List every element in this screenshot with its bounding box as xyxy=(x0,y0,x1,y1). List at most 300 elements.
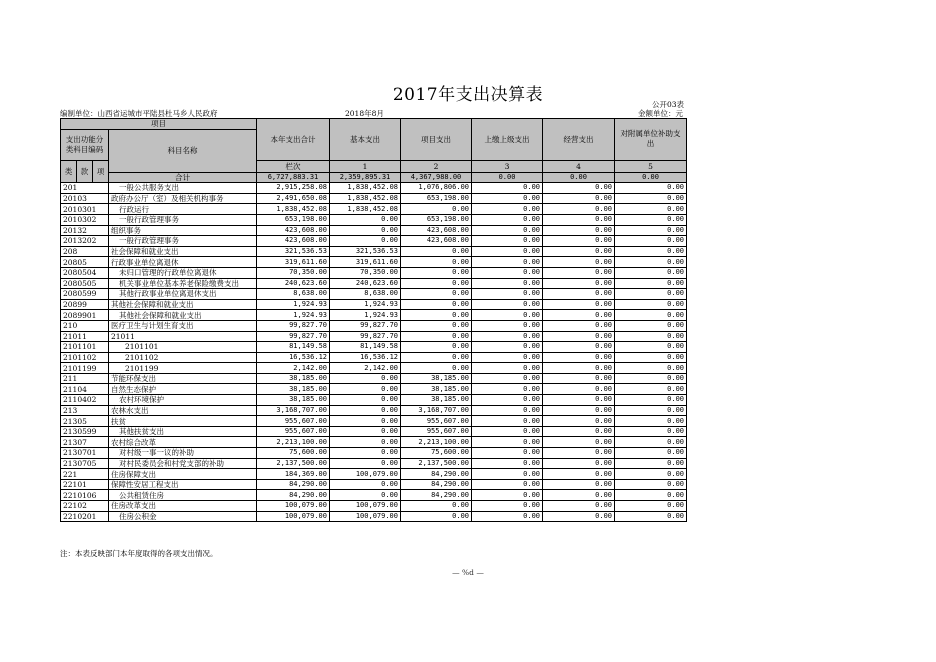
row-basic: 2,142.00 xyxy=(330,363,401,374)
row-basic: 100,079.00 xyxy=(330,501,401,512)
row-subject-name: 机关事业单位基本养老保险缴费支出 xyxy=(109,278,257,289)
row-subject-name: 农林水支出 xyxy=(109,405,257,416)
row-project: 0.00 xyxy=(401,363,472,374)
header-business: 经营支出 xyxy=(543,119,615,161)
row-business: 0.00 xyxy=(543,501,615,512)
row-code: 2210201 xyxy=(61,511,109,522)
row-business: 0.00 xyxy=(543,416,615,427)
col-index-3: 3 xyxy=(472,160,543,172)
row-code: 2130701 xyxy=(61,448,109,459)
table-row xyxy=(61,395,687,406)
report-title: 2017年支出决算表 xyxy=(392,85,544,105)
table-row xyxy=(61,501,687,512)
row-subsidy: 0.00 xyxy=(615,458,687,469)
row-basic: 0.00 xyxy=(330,458,401,469)
row-code: 2080505 xyxy=(61,278,109,289)
header-basic: 基本支出 xyxy=(330,119,401,161)
row-subsidy: 0.00 xyxy=(615,501,687,512)
table-row xyxy=(61,384,687,395)
table-row xyxy=(61,373,687,384)
row-pay-upper: 0.00 xyxy=(472,289,543,300)
table-row xyxy=(61,204,687,215)
row-code: 20103 xyxy=(61,193,109,204)
table-row xyxy=(61,352,687,363)
row-project: 0.00 xyxy=(401,310,472,321)
row-total: 16,536.12 xyxy=(257,352,330,363)
row-pay-upper: 0.00 xyxy=(472,501,543,512)
row-subsidy: 0.00 xyxy=(615,363,687,374)
row-subsidy: 0.00 xyxy=(615,193,687,204)
row-basic: 0.00 xyxy=(330,437,401,448)
row-basic: 99,827.70 xyxy=(330,320,401,331)
row-pay-upper: 0.00 xyxy=(472,193,543,204)
table-row xyxy=(61,183,687,194)
header-column-index: 栏次 xyxy=(257,160,330,172)
row-total: 100,079.00 xyxy=(257,511,330,522)
row-pay-upper: 0.00 xyxy=(472,458,543,469)
row-subsidy: 0.00 xyxy=(615,257,687,268)
row-pay-upper: 0.00 xyxy=(472,437,543,448)
row-total: 2,491,650.08 xyxy=(257,193,330,204)
table-row xyxy=(61,511,687,522)
row-basic: 0.00 xyxy=(330,395,401,406)
row-subsidy: 0.00 xyxy=(615,426,687,437)
table-row xyxy=(61,458,687,469)
row-project: 423,608.00 xyxy=(401,236,472,247)
row-subsidy: 0.00 xyxy=(615,416,687,427)
row-subsidy: 0.00 xyxy=(615,183,687,194)
row-total: 38,185.00 xyxy=(257,373,330,384)
row-project: 84,290.00 xyxy=(401,490,472,501)
row-code: 2101199 xyxy=(61,363,109,374)
row-project: 955,607.00 xyxy=(401,426,472,437)
row-business: 0.00 xyxy=(543,246,615,257)
row-total: 653,198.00 xyxy=(257,214,330,225)
row-project: 2,137,500.00 xyxy=(401,458,472,469)
row-pay-upper: 0.00 xyxy=(472,299,543,310)
row-pay-upper: 0.00 xyxy=(472,479,543,490)
row-code: 211 xyxy=(61,373,109,384)
row-subject-name: 住房公积金 xyxy=(109,511,257,522)
row-code: 2110402 xyxy=(61,395,109,406)
row-business: 0.00 xyxy=(543,289,615,300)
row-pay-upper: 0.00 xyxy=(472,511,543,522)
row-subject-name: 对村民委员会和村党支部的补助 xyxy=(109,458,257,469)
sum-subsidy: 0.00 xyxy=(615,172,687,183)
row-code: 21307 xyxy=(61,437,109,448)
row-subject-name: 住房改革支出 xyxy=(109,501,257,512)
row-code: 22102 xyxy=(61,501,109,512)
row-total: 8,638.00 xyxy=(257,289,330,300)
header-item: 项目 xyxy=(61,119,257,130)
row-business: 0.00 xyxy=(543,469,615,480)
row-business: 0.00 xyxy=(543,405,615,416)
row-subject-name: 自然生态保护 xyxy=(109,384,257,395)
row-basic: 0.00 xyxy=(330,384,401,395)
row-basic: 1,924.93 xyxy=(330,299,401,310)
row-basic: 81,149.58 xyxy=(330,342,401,353)
row-pay-upper: 0.00 xyxy=(472,310,543,321)
row-business: 0.00 xyxy=(543,214,615,225)
row-total: 955,607.00 xyxy=(257,426,330,437)
row-basic: 16,536.12 xyxy=(330,352,401,363)
row-pay-upper: 0.00 xyxy=(472,395,543,406)
row-business: 0.00 xyxy=(543,458,615,469)
row-project: 0.00 xyxy=(401,320,472,331)
row-total: 321,536.53 xyxy=(257,246,330,257)
row-subject-name: 行政事业单位离退休 xyxy=(109,257,257,268)
row-total: 70,350.00 xyxy=(257,267,330,278)
row-subsidy: 0.00 xyxy=(615,289,687,300)
row-subject-name: 农村环境保护 xyxy=(109,395,257,406)
row-code: 2013202 xyxy=(61,236,109,247)
col-index-1: 1 xyxy=(330,160,401,172)
row-total: 184,369.00 xyxy=(257,469,330,480)
row-business: 0.00 xyxy=(543,384,615,395)
row-total: 3,168,707.00 xyxy=(257,405,330,416)
row-pay-upper: 0.00 xyxy=(472,405,543,416)
table-row xyxy=(61,469,687,480)
row-subsidy: 0.00 xyxy=(615,320,687,331)
row-basic: 0.00 xyxy=(330,405,401,416)
row-basic: 319,611.60 xyxy=(330,257,401,268)
row-project: 0.00 xyxy=(401,299,472,310)
row-total: 1,924.93 xyxy=(257,299,330,310)
row-code: 20805 xyxy=(61,257,109,268)
row-pay-upper: 0.00 xyxy=(472,204,543,215)
row-subject-name: 2101101 xyxy=(109,342,257,353)
row-code: 2010301 xyxy=(61,204,109,215)
row-subject-name: 一般行政管理事务 xyxy=(109,214,257,225)
row-subject-name: 公共租赁住房 xyxy=(109,490,257,501)
row-project: 423,608.00 xyxy=(401,225,472,236)
row-subject-name: 其他扶贫支出 xyxy=(109,426,257,437)
table-row xyxy=(61,289,687,300)
row-business: 0.00 xyxy=(543,225,615,236)
row-basic: 1,838,452.08 xyxy=(330,193,401,204)
row-subsidy: 0.00 xyxy=(615,299,687,310)
row-code: 2101101 xyxy=(61,342,109,353)
row-basic: 0.00 xyxy=(330,479,401,490)
row-total: 240,623.60 xyxy=(257,278,330,289)
row-subject-name: 未归口管理的行政单位离退休 xyxy=(109,267,257,278)
row-pay-upper: 0.00 xyxy=(472,490,543,501)
col-index-5: 5 xyxy=(615,160,687,172)
row-total: 100,079.00 xyxy=(257,501,330,512)
row-project: 955,607.00 xyxy=(401,416,472,427)
row-project: 38,185.00 xyxy=(401,373,472,384)
row-project: 0.00 xyxy=(401,511,472,522)
sum-total: 6,727,883.31 xyxy=(257,172,330,183)
row-pay-upper: 0.00 xyxy=(472,448,543,459)
row-business: 0.00 xyxy=(543,511,615,522)
header-pay-upper: 上缴上级支出 xyxy=(472,119,543,161)
row-subsidy: 0.00 xyxy=(615,405,687,416)
expenditure-table xyxy=(60,118,687,522)
table-row xyxy=(61,214,687,225)
header-subject-name: 科目名称 xyxy=(109,129,257,172)
row-basic: 99,827.70 xyxy=(330,331,401,342)
row-subject-name: 组织事务 xyxy=(109,225,257,236)
row-pay-upper: 0.00 xyxy=(472,416,543,427)
report-date: 2018年8月 xyxy=(345,109,384,118)
row-business: 0.00 xyxy=(543,257,615,268)
currency-unit: 金额单位：元 xyxy=(638,109,683,118)
row-total: 2,213,100.00 xyxy=(257,437,330,448)
row-pay-upper: 0.00 xyxy=(472,214,543,225)
table-row xyxy=(61,405,687,416)
row-total: 319,611.60 xyxy=(257,257,330,268)
row-business: 0.00 xyxy=(543,204,615,215)
row-subsidy: 0.00 xyxy=(615,310,687,321)
row-pay-upper: 0.00 xyxy=(472,320,543,331)
row-subsidy: 0.00 xyxy=(615,490,687,501)
row-pay-upper: 0.00 xyxy=(472,384,543,395)
sum-business: 0.00 xyxy=(543,172,615,183)
row-pay-upper: 0.00 xyxy=(472,469,543,480)
row-subsidy: 0.00 xyxy=(615,511,687,522)
row-subsidy: 0.00 xyxy=(615,331,687,342)
table-row xyxy=(61,320,687,331)
row-pay-upper: 0.00 xyxy=(472,183,543,194)
row-basic: 0.00 xyxy=(330,236,401,247)
row-business: 0.00 xyxy=(543,320,615,331)
row-project: 0.00 xyxy=(401,352,472,363)
row-code: 2130705 xyxy=(61,458,109,469)
row-code: 2130599 xyxy=(61,426,109,437)
table-row xyxy=(61,267,687,278)
row-subsidy: 0.00 xyxy=(615,204,687,215)
row-project: 3,168,707.00 xyxy=(401,405,472,416)
row-basic: 0.00 xyxy=(330,225,401,236)
row-subject-name: 医疗卫生与计划生育支出 xyxy=(109,320,257,331)
row-pay-upper: 0.00 xyxy=(472,363,543,374)
table-row xyxy=(61,479,687,490)
row-basic: 321,536.53 xyxy=(330,246,401,257)
row-subsidy: 0.00 xyxy=(615,267,687,278)
page-footer: — %d — xyxy=(452,568,484,577)
row-project: 75,600.00 xyxy=(401,448,472,459)
row-business: 0.00 xyxy=(543,363,615,374)
row-project: 653,198.00 xyxy=(401,214,472,225)
row-subsidy: 0.00 xyxy=(615,437,687,448)
table-row xyxy=(61,331,687,342)
row-subject-name: 2101199 xyxy=(109,363,257,374)
row-code: 221 xyxy=(61,469,109,480)
sum-label: 合计 xyxy=(109,172,257,183)
table-row xyxy=(61,236,687,247)
row-business: 0.00 xyxy=(543,373,615,384)
row-pay-upper: 0.00 xyxy=(472,267,543,278)
row-subject-name: 其他社会保障和就业支出 xyxy=(109,310,257,321)
row-project: 38,185.00 xyxy=(401,395,472,406)
row-total: 2,915,258.08 xyxy=(257,183,330,194)
form-number: 公开03表 xyxy=(652,100,685,109)
row-subsidy: 0.00 xyxy=(615,469,687,480)
row-business: 0.00 xyxy=(543,193,615,204)
row-subject-name: 一般行政管理事务 xyxy=(109,236,257,247)
row-total: 38,185.00 xyxy=(257,395,330,406)
row-subject-name: 政府办公厅（室）及相关机构事务 xyxy=(109,193,257,204)
col-index-4: 4 xyxy=(543,160,615,172)
row-project: 38,185.00 xyxy=(401,384,472,395)
row-basic: 1,924.93 xyxy=(330,310,401,321)
row-subject-name: 行政运行 xyxy=(109,204,257,215)
header-func-code: 支出功能分类科目编码 xyxy=(61,129,109,160)
row-subsidy: 0.00 xyxy=(615,225,687,236)
table-row xyxy=(61,448,687,459)
header-subsidy: 对附属单位补助支出 xyxy=(615,119,687,161)
row-total: 955,607.00 xyxy=(257,416,330,427)
row-basic: 1,838,452.08 xyxy=(330,204,401,215)
row-pay-upper: 0.00 xyxy=(472,342,543,353)
row-subject-name: 对村级一事一议的补助 xyxy=(109,448,257,459)
row-basic: 100,079.00 xyxy=(330,511,401,522)
row-pay-upper: 0.00 xyxy=(472,278,543,289)
header-xiang: 项 xyxy=(93,160,109,183)
row-basic: 0.00 xyxy=(330,426,401,437)
compiling-unit: 编制单位：山西省运城市平陆县杜马乡人民政府 xyxy=(60,109,218,118)
row-subject-name: 扶贫 xyxy=(109,416,257,427)
row-subject-name: 住房保障支出 xyxy=(109,469,257,480)
row-project: 0.00 xyxy=(401,342,472,353)
row-pay-upper: 0.00 xyxy=(472,426,543,437)
row-project: 0.00 xyxy=(401,257,472,268)
row-business: 0.00 xyxy=(543,278,615,289)
table-row xyxy=(61,278,687,289)
row-basic: 1,838,452.08 xyxy=(330,183,401,194)
row-code: 2210106 xyxy=(61,490,109,501)
header-lei: 类 xyxy=(61,160,77,183)
row-subject-name: 21011 xyxy=(109,331,257,342)
table-row xyxy=(61,363,687,374)
row-basic: 0.00 xyxy=(330,416,401,427)
row-pay-upper: 0.00 xyxy=(472,373,543,384)
col-index-2: 2 xyxy=(401,160,472,172)
row-subject-name: 2101102 xyxy=(109,352,257,363)
table-row xyxy=(61,342,687,353)
row-subsidy: 0.00 xyxy=(615,214,687,225)
row-total: 75,600.00 xyxy=(257,448,330,459)
row-basic: 240,623.60 xyxy=(330,278,401,289)
table-row xyxy=(61,225,687,236)
sum-project: 4,367,988.00 xyxy=(401,172,472,183)
table-row xyxy=(61,257,687,268)
row-subsidy: 0.00 xyxy=(615,448,687,459)
row-subject-name: 农村综合改革 xyxy=(109,437,257,448)
sum-pay-upper: 0.00 xyxy=(472,172,543,183)
row-business: 0.00 xyxy=(543,395,615,406)
row-total: 423,608.00 xyxy=(257,225,330,236)
row-basic: 0.00 xyxy=(330,448,401,459)
row-total: 99,827.70 xyxy=(257,331,330,342)
row-total: 81,149.58 xyxy=(257,342,330,353)
row-subsidy: 0.00 xyxy=(615,373,687,384)
row-business: 0.00 xyxy=(543,299,615,310)
row-code: 208 xyxy=(61,246,109,257)
row-pay-upper: 0.00 xyxy=(472,257,543,268)
row-project: 653,198.00 xyxy=(401,193,472,204)
row-total: 84,290.00 xyxy=(257,490,330,501)
row-business: 0.00 xyxy=(543,437,615,448)
row-project: 2,213,100.00 xyxy=(401,437,472,448)
row-pay-upper: 0.00 xyxy=(472,246,543,257)
row-project: 0.00 xyxy=(401,501,472,512)
row-total: 1,924.93 xyxy=(257,310,330,321)
row-basic: 70,350.00 xyxy=(330,267,401,278)
row-code: 2080504 xyxy=(61,267,109,278)
row-total: 2,142.00 xyxy=(257,363,330,374)
row-code: 20899 xyxy=(61,299,109,310)
row-project: 1,076,806.00 xyxy=(401,183,472,194)
row-business: 0.00 xyxy=(543,183,615,194)
row-code: 20132 xyxy=(61,225,109,236)
row-subsidy: 0.00 xyxy=(615,278,687,289)
row-total: 99,827.70 xyxy=(257,320,330,331)
table-row xyxy=(61,490,687,501)
row-business: 0.00 xyxy=(543,342,615,353)
row-code: 2010302 xyxy=(61,214,109,225)
row-code: 2089901 xyxy=(61,310,109,321)
row-total: 423,608.00 xyxy=(257,236,330,247)
row-subject-name: 其他社会保障和就业支出 xyxy=(109,299,257,310)
table-row xyxy=(61,437,687,448)
row-project: 0.00 xyxy=(401,267,472,278)
row-basic: 100,079.00 xyxy=(330,469,401,480)
row-subsidy: 0.00 xyxy=(615,342,687,353)
row-code: 2101102 xyxy=(61,352,109,363)
table-row xyxy=(61,310,687,321)
row-project: 0.00 xyxy=(401,278,472,289)
row-code: 21011 xyxy=(61,331,109,342)
row-total: 84,290.00 xyxy=(257,479,330,490)
row-pay-upper: 0.00 xyxy=(472,225,543,236)
table-row xyxy=(61,246,687,257)
table-row xyxy=(61,193,687,204)
table-note: 注：本表反映部门本年度取得的各项支出情况。 xyxy=(60,549,218,558)
row-basic: 0.00 xyxy=(330,490,401,501)
row-total: 2,137,500.00 xyxy=(257,458,330,469)
row-subject-name: 保障性安居工程支出 xyxy=(109,479,257,490)
table-row xyxy=(61,426,687,437)
row-project: 0.00 xyxy=(401,331,472,342)
row-subsidy: 0.00 xyxy=(615,246,687,257)
row-subsidy: 0.00 xyxy=(615,395,687,406)
row-code: 22101 xyxy=(61,479,109,490)
header-total: 本年支出合计 xyxy=(257,119,330,161)
row-business: 0.00 xyxy=(543,352,615,363)
row-code: 2080599 xyxy=(61,289,109,300)
header-project: 项目支出 xyxy=(401,119,472,161)
row-business: 0.00 xyxy=(543,236,615,247)
row-subsidy: 0.00 xyxy=(615,352,687,363)
row-business: 0.00 xyxy=(543,426,615,437)
row-basic: 0.00 xyxy=(330,373,401,384)
row-total: 1,838,452.08 xyxy=(257,204,330,215)
row-business: 0.00 xyxy=(543,267,615,278)
row-business: 0.00 xyxy=(543,490,615,501)
row-project: 84,290.00 xyxy=(401,479,472,490)
row-code: 201 xyxy=(61,183,109,194)
row-project: 0.00 xyxy=(401,289,472,300)
row-business: 0.00 xyxy=(543,479,615,490)
row-project: 0.00 xyxy=(401,246,472,257)
row-subsidy: 0.00 xyxy=(615,479,687,490)
row-subsidy: 0.00 xyxy=(615,236,687,247)
row-subject-name: 节能环保支出 xyxy=(109,373,257,384)
row-code: 210 xyxy=(61,320,109,331)
row-subsidy: 0.00 xyxy=(615,384,687,395)
